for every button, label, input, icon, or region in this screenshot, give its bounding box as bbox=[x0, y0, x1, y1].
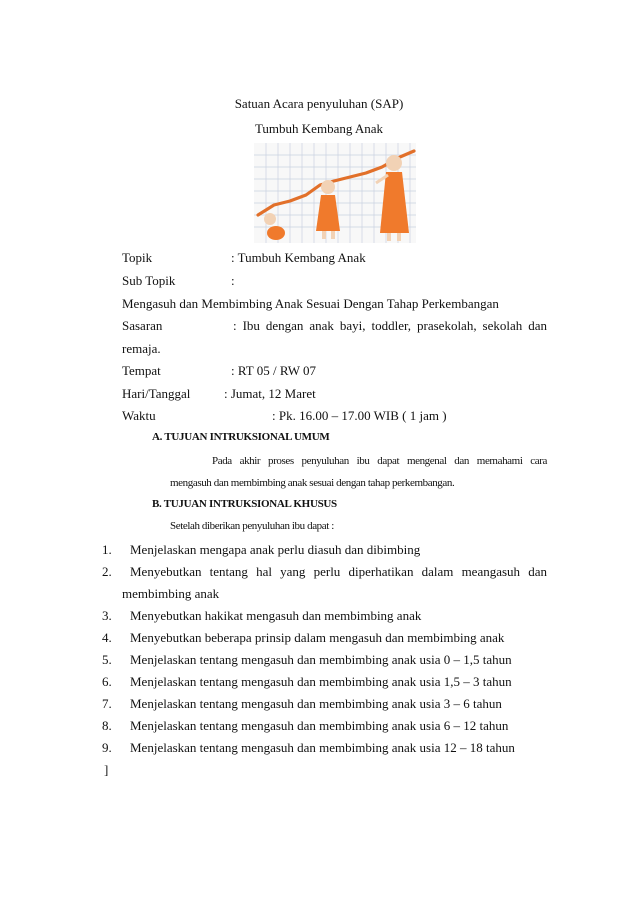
list-item-number: 9. bbox=[102, 740, 112, 755]
subtopik-label: Sub Topik bbox=[122, 273, 176, 288]
waktu-label: Waktu bbox=[122, 408, 156, 423]
sasaran-value: : Ibu dengan anak bayi, toddler, prasekolah, sekolah dan bbox=[233, 318, 547, 333]
list-item-number: 1. bbox=[102, 542, 112, 557]
list-item-number: 2. bbox=[102, 564, 112, 579]
document-title: Satuan Acara penyuluhan (SAP) bbox=[234, 96, 404, 111]
list-item: Menyebutkan beberapa prinsip dalam mengasuh dan membimbing anak bbox=[130, 630, 505, 645]
tempat-value: : RT 05 / RW 07 bbox=[231, 363, 317, 378]
subtopik-text: Mengasuh dan Membimbing Anak Sesuai Dengan Tahap Perkembangan bbox=[122, 296, 499, 311]
tempat-label: Tempat bbox=[122, 363, 161, 378]
section-a-heading: A. TUJUAN INTRUKSIONAL UMUM bbox=[152, 431, 330, 443]
list-item-number: 6. bbox=[102, 674, 112, 689]
list-item: Menyebutkan tentang hal yang perlu diperhatikan dalam meangasuh dan bbox=[130, 564, 547, 579]
topik-label: Topik bbox=[122, 250, 153, 265]
section-b-intro: Setelah diberikan penyuluhan ibu dapat : bbox=[170, 520, 334, 532]
list-item: Menjelaskan mengapa anak perlu diasuh dan dibimbing bbox=[130, 542, 421, 557]
section-a-line1: Pada akhir proses penyuluhan ibu dapat mengenal dan memahami cara bbox=[212, 455, 547, 467]
list-item: Menjelaskan tentang mengasuh dan membimbing anak usia 0 – 1,5 tahun bbox=[130, 652, 512, 667]
trailing-bracket: ] bbox=[104, 762, 109, 777]
document-subtitle: Tumbuh Kembang Anak bbox=[254, 121, 384, 136]
sasaran-continuation: remaja. bbox=[122, 341, 161, 356]
waktu-value: : Pk. 16.00 – 17.00 WIB ( 1 jam ) bbox=[272, 408, 447, 423]
topik-row bbox=[122, 250, 152, 266]
toddler-figure bbox=[316, 180, 340, 239]
list-item-number: 5. bbox=[102, 652, 112, 667]
list-item: Menjelaskan tentang mengasuh dan membimbing anak usia 3 – 6 tahun bbox=[130, 696, 502, 711]
list-item-number: 8. bbox=[102, 718, 112, 733]
subtopik-value: : bbox=[231, 273, 235, 288]
list-item-number: 7. bbox=[102, 696, 112, 711]
section-b-heading: B. TUJUAN INTRUKSIONAL KHUSUS bbox=[152, 498, 337, 510]
sasaran-label: Sasaran bbox=[122, 318, 163, 333]
list-item: Menjelaskan tentang mengasuh dan membimbing anak usia 6 – 12 tahun bbox=[130, 718, 509, 733]
list-item: Menyebutkan hakikat mengasuh dan membimbing anak bbox=[130, 608, 422, 623]
hari-value: : Jumat, 12 Maret bbox=[224, 386, 316, 401]
baby-figure bbox=[264, 213, 285, 240]
hari-label: Hari/Tanggal bbox=[122, 386, 191, 401]
list-item-number: 3. bbox=[102, 608, 112, 623]
topik-value: : Tumbuh Kembang Anak bbox=[231, 250, 366, 265]
child-growth-chart-image bbox=[254, 143, 416, 243]
list-item: Menjelaskan tentang mengasuh dan membimbing anak usia 12 – 18 tahun bbox=[130, 740, 515, 755]
list-item-number: 4. bbox=[102, 630, 112, 645]
list-item: Menjelaskan tentang mengasuh dan membimbing anak usia 1,5 – 3 tahun bbox=[130, 674, 512, 689]
section-a-line2: mengasuh dan membimbing anak sesuai dengan tahap perkembangan. bbox=[170, 477, 455, 489]
list-item-continuation: membimbing anak bbox=[122, 586, 220, 601]
